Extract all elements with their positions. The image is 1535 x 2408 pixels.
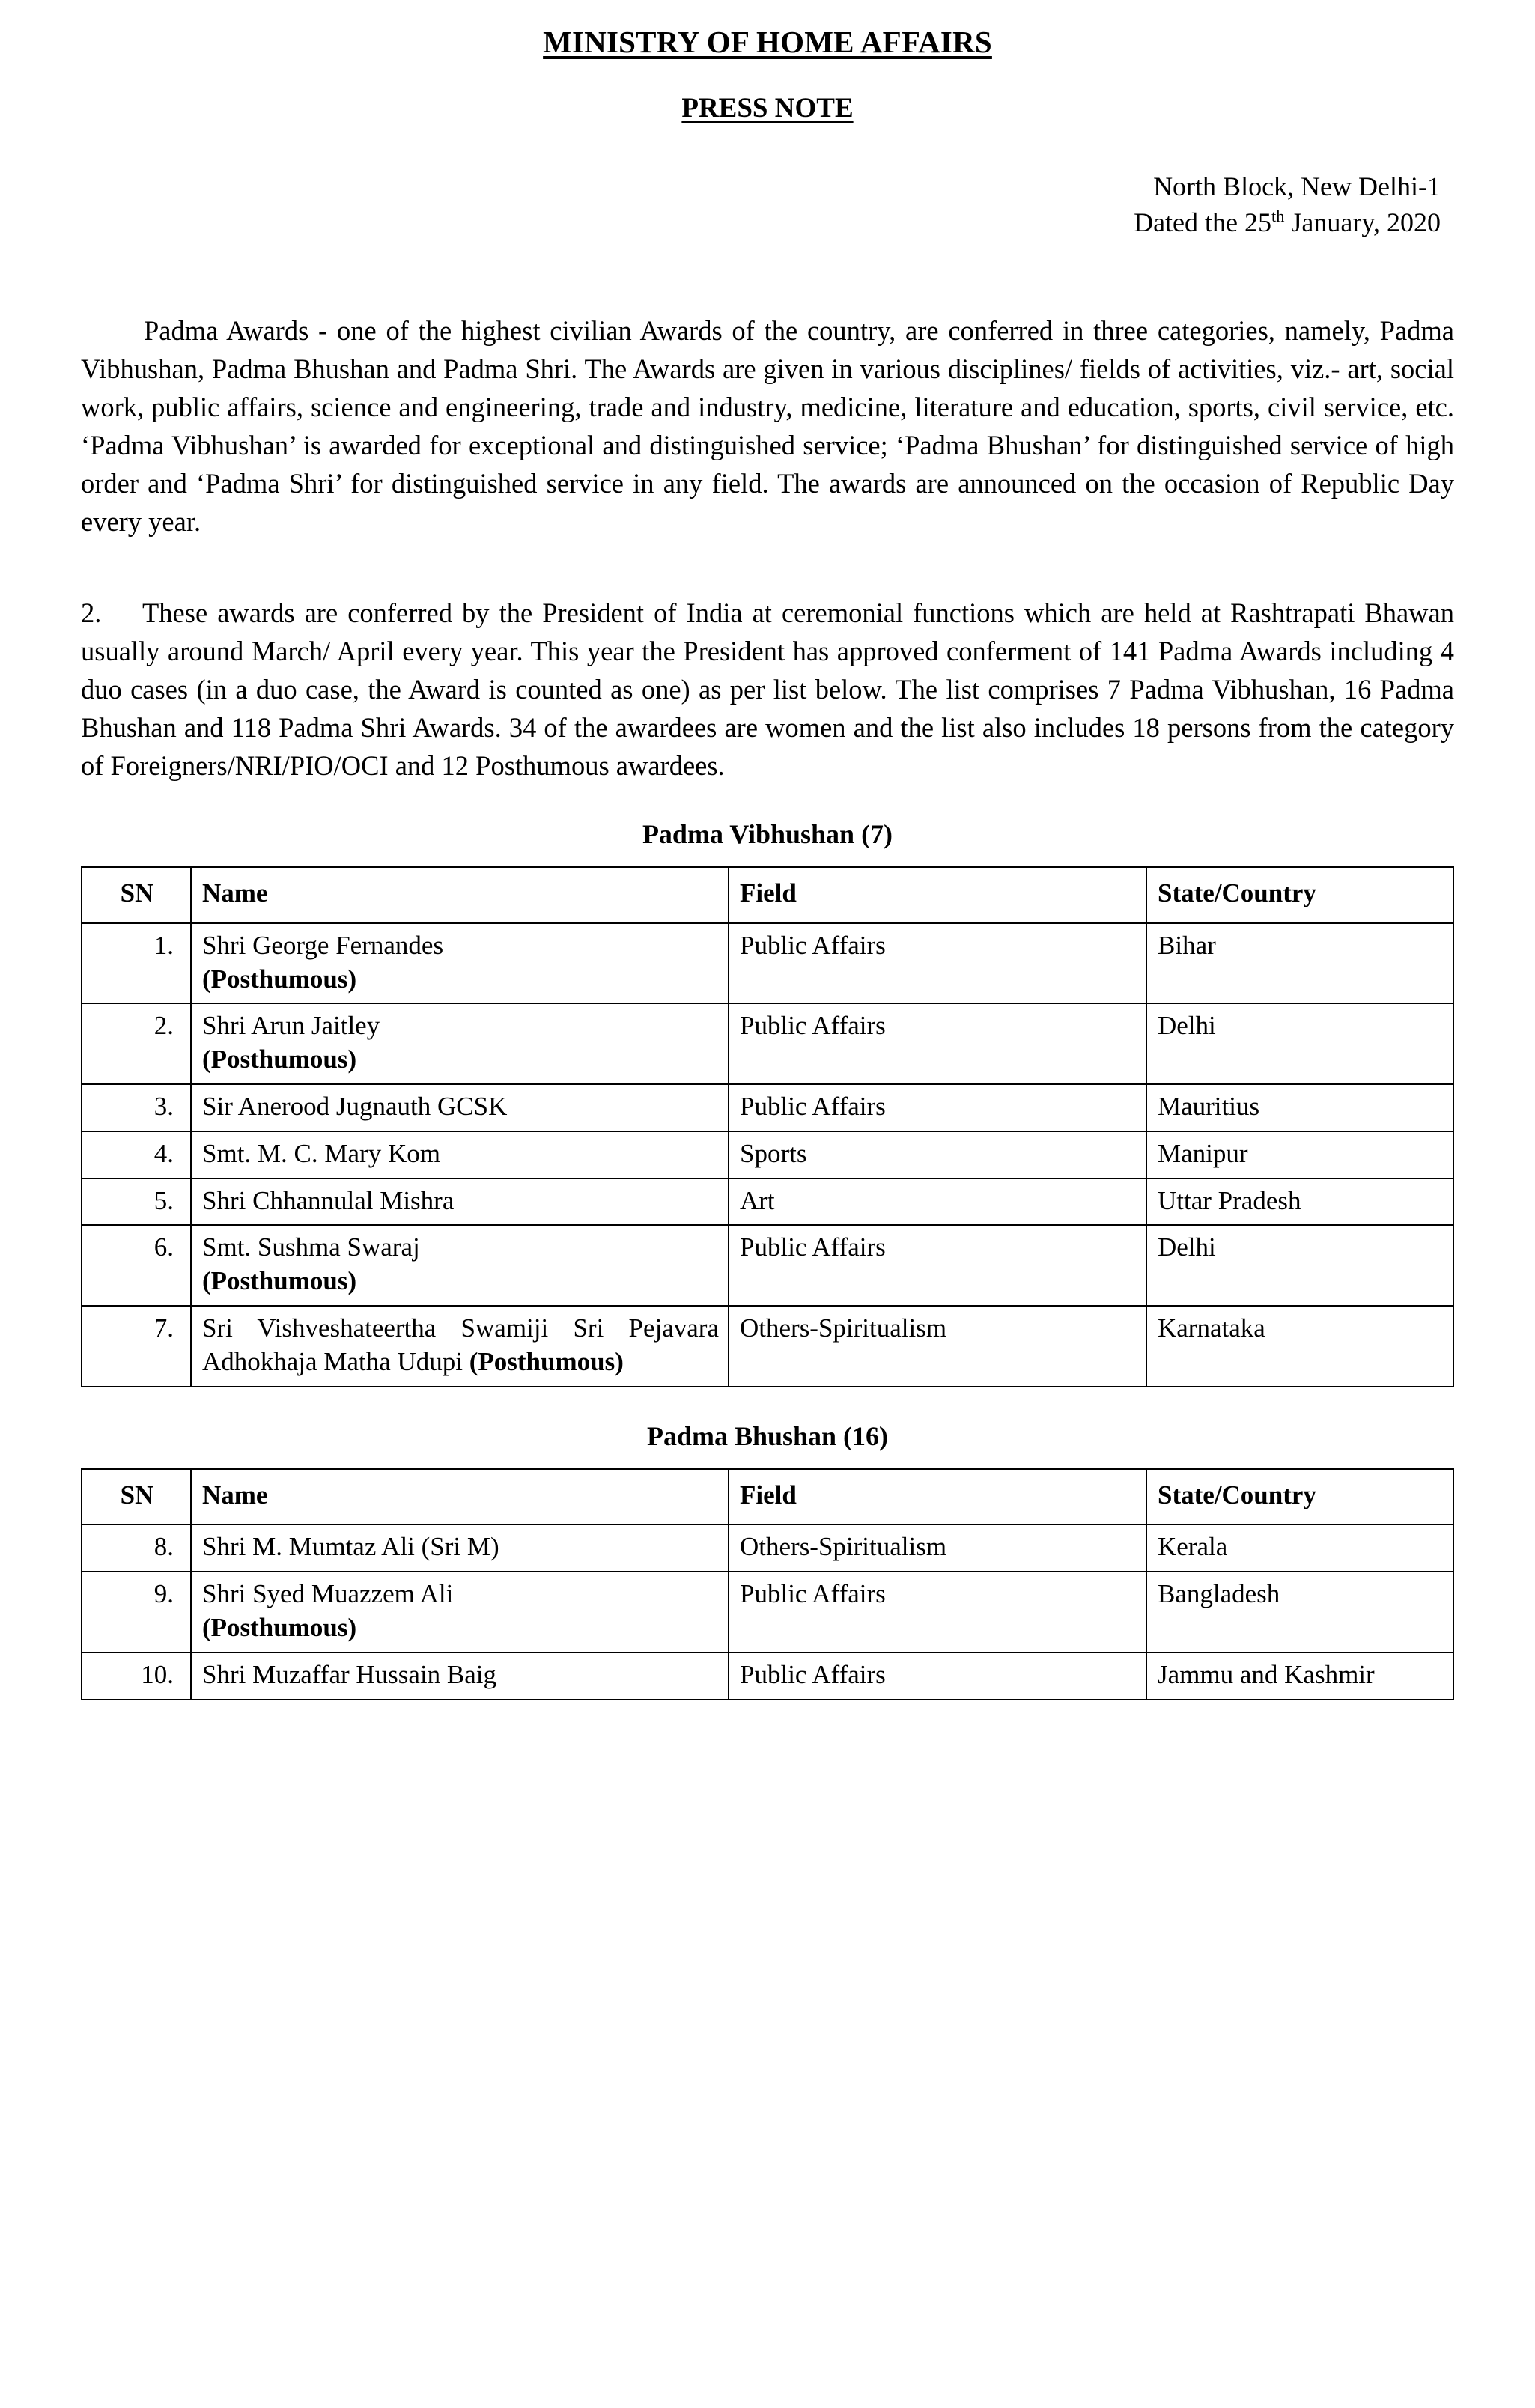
cell-sn: 5. xyxy=(82,1179,191,1226)
cell-name xyxy=(191,1572,729,1653)
cell-sn: 4. xyxy=(82,1131,191,1179)
column-header-sn: SN xyxy=(82,1469,191,1525)
cell-state: Bihar xyxy=(1146,923,1453,1004)
cell-field: Public Affairs xyxy=(729,1653,1146,1700)
column-header-field: Field xyxy=(729,867,1146,923)
padma-bhushan-heading: Padma Bhushan (16) xyxy=(646,1420,889,1451)
paragraph-2 xyxy=(81,595,1454,785)
cell-name xyxy=(191,923,729,1004)
cell-name: Sir Anerood Jugnauth GCSK xyxy=(191,1084,729,1131)
cell-state: Karnataka xyxy=(1146,1306,1453,1387)
column-header-sn: SN xyxy=(82,867,191,923)
cell-field: Public Affairs xyxy=(729,1084,1146,1131)
column-header-name: Name xyxy=(191,867,729,923)
cell-field: Others-Spiritualism xyxy=(729,1524,1146,1572)
cell-state: Kerala xyxy=(1146,1524,1453,1572)
cell-state: Uttar Pradesh xyxy=(1146,1179,1453,1226)
cell-field: Public Affairs xyxy=(729,1225,1146,1306)
cell-sn: 2. xyxy=(82,1003,191,1084)
column-header-state: State/Country xyxy=(1146,867,1453,923)
cell-name xyxy=(191,1225,729,1306)
page-title: MINISTRY OF HOME AFFAIRS xyxy=(543,25,992,59)
cell-sn: 8. xyxy=(82,1524,191,1572)
cell-field: Public Affairs xyxy=(729,1003,1146,1084)
cell-sn: 7. xyxy=(82,1306,191,1387)
press-note-title: PRESS NOTE xyxy=(681,93,854,124)
cell-state: Manipur xyxy=(1146,1131,1453,1179)
table-row xyxy=(82,1179,1453,1226)
posthumous-tag: (Posthumous) xyxy=(202,1612,357,1642)
cell-field: Public Affairs xyxy=(729,923,1146,1004)
cell-sn: 10. xyxy=(82,1653,191,1700)
cell-name xyxy=(191,1003,729,1084)
cell-state: Mauritius xyxy=(1146,1084,1453,1131)
cell-name: Shri Muzaffar Hussain Baig xyxy=(191,1653,729,1700)
date-suffix: January, 2020 xyxy=(1284,207,1441,237)
posthumous-tag: (Posthumous) xyxy=(202,964,357,994)
padma-vibhushan-heading: Padma Vibhushan (7) xyxy=(642,819,893,849)
cell-sn: 6. xyxy=(82,1225,191,1306)
date-prefix: Dated the 25 xyxy=(1134,207,1272,237)
column-header-state: State/Country xyxy=(1146,1469,1453,1525)
cell-field: Art xyxy=(729,1179,1146,1226)
paragraph-1: Padma Awards - one of the highest civilian Awards of the country, are conferred in three categories, namely, Padma Vibhushan, Padma Bhushan and Padma Shri. The Awards are given in various disciplines/ fields of activities, viz.- art, social work, public affairs, science and engineering, trade and industry, medicine, literature and education, sports, civil service, etc. ‘Padma Vibhushan’ is awarded for exceptional and distinguished service; ‘Padma Bhushan’ for distinguished service of high order and ‘Padma Shri’ for distinguished service in any field. The awards are announced on the occasion of Republic Day every year. xyxy=(81,315,1454,537)
table-row xyxy=(82,1306,1453,1387)
posthumous-tag: (Posthumous) xyxy=(469,1346,624,1376)
cell-sn: 9. xyxy=(82,1572,191,1653)
date-ordinal-suffix: th xyxy=(1271,206,1285,225)
table-row xyxy=(82,1131,1453,1179)
awardee-name: Shri George Fernandes xyxy=(202,930,444,960)
awardee-name: Sri Vishveshateertha Swamiji Sri Pejavara Adhokhaja Matha Udupi (Posthumous) xyxy=(202,1313,719,1376)
table-row xyxy=(82,1084,1453,1131)
column-header-field: Field xyxy=(729,1469,1146,1525)
cell-sn: 1. xyxy=(82,923,191,1004)
paragraph-2-number: 2. xyxy=(81,598,102,629)
posthumous-tag: (Posthumous) xyxy=(202,1266,357,1296)
table-row xyxy=(82,1225,1453,1306)
table-row xyxy=(82,923,1453,1004)
cell-name: Shri Chhannulal Mishra xyxy=(191,1179,729,1226)
table-row xyxy=(82,1524,1453,1572)
address-block xyxy=(81,169,1454,240)
cell-field: Sports xyxy=(729,1131,1146,1179)
awardee-name: Shri Arun Jaitley xyxy=(202,1011,380,1041)
posthumous-tag: (Posthumous) xyxy=(202,1045,357,1074)
padma-vibhushan-table xyxy=(81,866,1454,1387)
cell-field: Public Affairs xyxy=(729,1572,1146,1653)
cell-sn: 3. xyxy=(82,1084,191,1131)
cell-state: Jammu and Kashmir xyxy=(1146,1653,1453,1700)
address-place: North Block, New Delhi-1 xyxy=(1153,171,1441,201)
cell-name xyxy=(191,1306,729,1387)
table-row xyxy=(82,1572,1453,1653)
cell-state: Delhi xyxy=(1146,1225,1453,1306)
table-row xyxy=(82,1653,1453,1700)
cell-state: Delhi xyxy=(1146,1003,1453,1084)
address-date xyxy=(81,205,1441,241)
paragraph-2-text: These awards are conferred by the President of India at ceremonial functions which are held at Rashtrapati Bhawan usually around March/ April every year. This year the President has approved conferment of 141 Padma Awards including 4 duo cases (in a duo case, the Award is counted as one) as per list below. The list comprises 7 Padma Vibhushan, 16 Padma Bhushan and 118 Padma Shri Awards. 34 of the awardees are women and the list also includes 18 persons from the category of Foreigners/NRI/PIO/OCI and 12 Posthumous awardees. xyxy=(81,598,1454,782)
cell-field: Others-Spiritualism xyxy=(729,1306,1146,1387)
table-header-row xyxy=(82,1469,1453,1525)
cell-name: Shri M. Mumtaz Ali (Sri M) xyxy=(191,1524,729,1572)
cell-name: Smt. M. C. Mary Kom xyxy=(191,1131,729,1179)
padma-bhushan-table xyxy=(81,1468,1454,1700)
cell-state: Bangladesh xyxy=(1146,1572,1453,1653)
table-row xyxy=(82,1003,1453,1084)
awardee-name: Smt. Sushma Swaraj xyxy=(202,1232,420,1262)
column-header-name: Name xyxy=(191,1469,729,1525)
awardee-name: Shri Syed Muazzem Ali xyxy=(202,1579,454,1609)
table-header-row xyxy=(82,867,1453,923)
